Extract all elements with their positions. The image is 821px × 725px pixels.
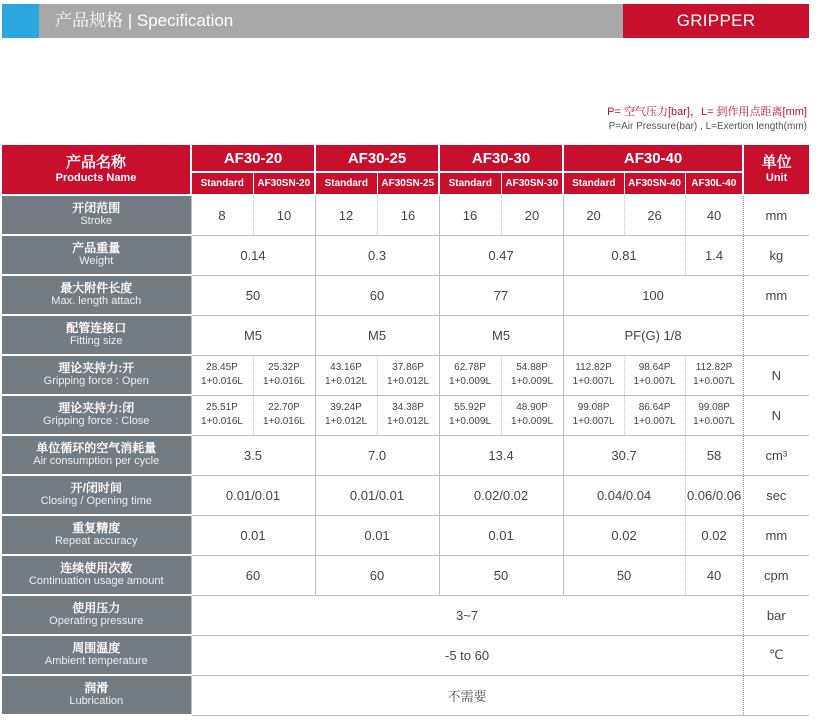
value-cell: 10	[253, 195, 315, 235]
force-cell	[315, 395, 377, 435]
unit-cell: N	[743, 395, 809, 435]
force-cell	[315, 355, 377, 395]
unit-header-en: Unit	[765, 172, 788, 184]
spec-row-fitting-size	[2, 315, 809, 355]
spec-row-operating-pressure	[2, 595, 809, 635]
spec-row-ambient-temperature	[2, 635, 809, 675]
row-label	[2, 315, 191, 355]
row-label	[2, 275, 191, 315]
value-cell: 0.81	[563, 235, 685, 275]
unit-cell: mm	[743, 275, 809, 315]
force-cell	[191, 395, 253, 435]
spec-row-stroke	[2, 195, 809, 235]
value-cell: 50	[191, 275, 315, 315]
force-p: 54.88P	[516, 362, 548, 373]
row-label-cn: 配管连接口	[66, 321, 127, 335]
row-label	[2, 195, 191, 235]
variant-header: AF30L-40	[685, 172, 743, 195]
header-accent-block	[2, 4, 39, 38]
force-l: 1+0.009L	[511, 416, 554, 427]
force-cell	[253, 355, 315, 395]
value-cell: 50	[563, 555, 685, 595]
force-l: 1+0.007L	[633, 416, 676, 427]
value-cell: M5	[315, 315, 439, 355]
model-header: AF30-25	[315, 145, 439, 172]
force-l: 1+0.016L	[201, 416, 243, 427]
products-name-header-en: Products Name	[55, 172, 137, 184]
force-p: 39.24P	[330, 402, 362, 413]
force-p: 86.64P	[638, 402, 671, 413]
force-p: 25.32P	[268, 362, 300, 373]
force-l: 1+0.007L	[572, 416, 615, 427]
unit-cell: ℃	[743, 635, 809, 675]
force-l: 1+0.012L	[387, 416, 430, 427]
row-label-cn: 产品重量	[72, 241, 121, 255]
value-cell: 60	[315, 555, 439, 595]
row-label-en: Operating pressure	[49, 615, 144, 627]
force-p: 99.08P	[577, 402, 610, 413]
force-cell	[439, 395, 501, 435]
unit-cell: cpm	[743, 555, 809, 595]
row-label-cn: 周围温度	[72, 641, 121, 655]
spec-row-weight	[2, 235, 809, 275]
force-cell	[563, 355, 624, 395]
force-cell	[624, 395, 685, 435]
spec-row-lubrication	[2, 675, 809, 715]
unit-cell: cm³	[743, 435, 809, 475]
force-l: 1+0.007L	[693, 376, 736, 387]
products-name-header	[2, 145, 191, 195]
row-label	[2, 515, 191, 555]
variant-header: Standard	[191, 172, 253, 195]
value-cell: 3~7	[191, 595, 743, 635]
force-cell	[439, 355, 501, 395]
row-label	[2, 475, 191, 515]
value-cell: 16	[377, 195, 439, 235]
value-cell: 0.01/0.01	[191, 475, 315, 515]
value-cell: 60	[191, 555, 315, 595]
row-label	[2, 675, 191, 715]
value-cell: 不需要	[191, 675, 743, 715]
value-cell: 0.01/0.01	[315, 475, 439, 515]
value-cell: 13.4	[439, 435, 563, 475]
force-p: 25.51P	[206, 402, 238, 413]
spec-row-closing-time	[2, 475, 809, 515]
value-cell: 12	[315, 195, 377, 235]
value-cell: 0.02	[563, 515, 685, 555]
row-label-en: Closing / Opening time	[40, 495, 152, 507]
variant-header: Standard	[563, 172, 624, 195]
unit-cell: sec	[743, 475, 809, 515]
spec-row-max-length	[2, 275, 809, 315]
value-cell: 16	[439, 195, 501, 235]
unit-cell: mm	[743, 195, 809, 235]
force-l: 1+0.009L	[449, 416, 492, 427]
force-l: 1+0.012L	[325, 376, 368, 387]
spec-row-gripping-close	[2, 395, 809, 435]
variant-header: Standard	[439, 172, 501, 195]
force-l: 1+0.007L	[633, 376, 676, 387]
value-cell: M5	[439, 315, 563, 355]
value-cell: -5 to 60	[191, 635, 743, 675]
force-p: 34.38P	[392, 402, 424, 413]
model-header: AF30-20	[191, 145, 315, 172]
unit-cell: kg	[743, 235, 809, 275]
unit-cell: N	[743, 355, 809, 395]
row-label-en: Stroke	[80, 215, 113, 227]
force-l: 1+0.016L	[201, 376, 243, 387]
force-p: 28.45P	[206, 362, 238, 373]
unit-header	[743, 145, 809, 195]
force-p: 22.70P	[268, 402, 300, 413]
spec-row-continuation-usage	[2, 555, 809, 595]
note-english: P=Air Pressure(bar) , L=Exertion length(mm)	[608, 121, 807, 132]
value-cell: 26	[624, 195, 685, 235]
row-label-en: Lubrication	[69, 695, 124, 707]
force-cell	[377, 395, 439, 435]
force-p: 112.82P	[575, 362, 612, 373]
force-cell	[501, 355, 563, 395]
force-l: 1+0.012L	[387, 376, 430, 387]
row-label-cn: 连续使用次数	[60, 561, 133, 575]
value-cell: 58	[685, 435, 743, 475]
variant-header: Standard	[315, 172, 377, 195]
value-cell: 0.02	[685, 515, 743, 555]
value-cell: 1.4	[685, 235, 743, 275]
force-l: 1+0.009L	[511, 376, 554, 387]
section-title: 产品规格 | Specification	[55, 11, 234, 30]
value-cell: 30.7	[563, 435, 685, 475]
force-p: 98.64P	[638, 362, 671, 373]
unit-cell	[743, 675, 809, 715]
force-cell	[501, 395, 563, 435]
value-cell: 0.47	[439, 235, 563, 275]
row-label-en: Gripping force : Open	[43, 375, 149, 387]
force-l: 1+0.012L	[325, 416, 368, 427]
force-cell	[253, 395, 315, 435]
value-cell: PF(G) 1/8	[563, 315, 743, 355]
value-cell: 40	[685, 195, 743, 235]
row-label	[2, 355, 191, 395]
row-label-en: Weight	[79, 255, 114, 267]
row-label-cn: 开/闭时间	[70, 481, 122, 495]
row-label-en: Fitting size	[69, 335, 123, 347]
force-cell	[377, 355, 439, 395]
row-label	[2, 435, 191, 475]
products-name-header-cn: 产品名称	[65, 154, 126, 171]
value-cell: 0.06/0.06	[685, 475, 743, 515]
value-cell: 60	[315, 275, 439, 315]
value-cell: 0.3	[315, 235, 439, 275]
note-chinese: P= 空气压力[bar]，L= 到作用点距离[mm]	[607, 106, 807, 118]
spec-row-gripping-open	[2, 355, 809, 395]
force-cell	[191, 355, 253, 395]
row-label-en: Ambient temperature	[44, 655, 148, 667]
force-l: 1+0.016L	[263, 376, 305, 387]
spec-row-air-consumption	[2, 435, 809, 475]
row-label	[2, 635, 191, 675]
value-cell: 0.02/0.02	[439, 475, 563, 515]
force-l: 1+0.016L	[263, 416, 305, 427]
value-cell: 20	[563, 195, 624, 235]
variant-header: AF30SN-25	[377, 172, 439, 195]
value-cell: 0.14	[191, 235, 315, 275]
row-label-cn: 开闭范围	[72, 201, 121, 215]
force-cell	[685, 395, 743, 435]
unit-cell: bar	[743, 595, 809, 635]
value-cell: 3.5	[191, 435, 315, 475]
row-label-en: Max. length attach	[51, 295, 142, 307]
value-cell: 77	[439, 275, 563, 315]
value-cell: M5	[191, 315, 315, 355]
variant-header: AF30SN-30	[501, 172, 563, 195]
row-label-cn: 理论夹持力:闭	[58, 401, 135, 415]
section-header-bar	[2, 4, 809, 38]
value-cell: 7.0	[315, 435, 439, 475]
force-p: 112.82P	[695, 362, 733, 373]
row-label-en: Continuation usage amount	[28, 575, 164, 587]
unit-cell: mm	[743, 515, 809, 555]
row-label-cn: 单位循环的空气消耗量	[36, 441, 157, 455]
force-cell	[685, 355, 743, 395]
value-cell: 0.01	[315, 515, 439, 555]
force-l: 1+0.007L	[572, 376, 615, 387]
row-label-cn: 最大附件长度	[60, 281, 133, 295]
force-p: 55.92P	[454, 402, 486, 413]
force-p: 62.78P	[454, 362, 486, 373]
value-cell: 20	[501, 195, 563, 235]
variant-header: AF30SN-20	[253, 172, 315, 195]
force-p: 37.86P	[392, 362, 424, 373]
row-label-cn: 使用压力	[72, 601, 121, 615]
row-label-cn: 理论夹持力:开	[58, 361, 135, 375]
row-label	[2, 555, 191, 595]
model-header: AF30-40	[563, 145, 743, 172]
force-p: 43.16P	[330, 362, 362, 373]
unit-header-cn: 单位	[761, 154, 792, 171]
row-label-en: Repeat accuracy	[54, 535, 138, 547]
unit-cell	[743, 315, 809, 355]
variant-header: AF30SN-40	[624, 172, 685, 195]
model-header: AF30-30	[439, 145, 563, 172]
value-cell: 0.01	[191, 515, 315, 555]
brand-label: GRIPPER	[623, 4, 809, 38]
row-label	[2, 395, 191, 435]
row-label	[2, 235, 191, 275]
value-cell: 100	[563, 275, 743, 315]
row-label-en: Air consumption per cycle	[33, 455, 160, 467]
value-cell: 40	[685, 555, 743, 595]
row-label-en: Gripping force : Close	[43, 415, 150, 427]
row-label-cn: 重复精度	[72, 521, 121, 535]
force-cell	[563, 395, 624, 435]
row-label-cn: 润滑	[84, 681, 109, 695]
value-cell: 50	[439, 555, 563, 595]
force-l: 1+0.007L	[693, 416, 736, 427]
force-p: 99.08P	[698, 402, 730, 413]
force-cell	[624, 355, 685, 395]
value-cell: 8	[191, 195, 253, 235]
row-label	[2, 595, 191, 635]
force-l: 1+0.009L	[449, 376, 492, 387]
spec-table	[2, 145, 809, 716]
value-cell: 0.01	[439, 515, 563, 555]
force-p: 48.90P	[516, 402, 548, 413]
value-cell: 0.04/0.04	[563, 475, 685, 515]
spec-row-repeat-accuracy	[2, 515, 809, 555]
